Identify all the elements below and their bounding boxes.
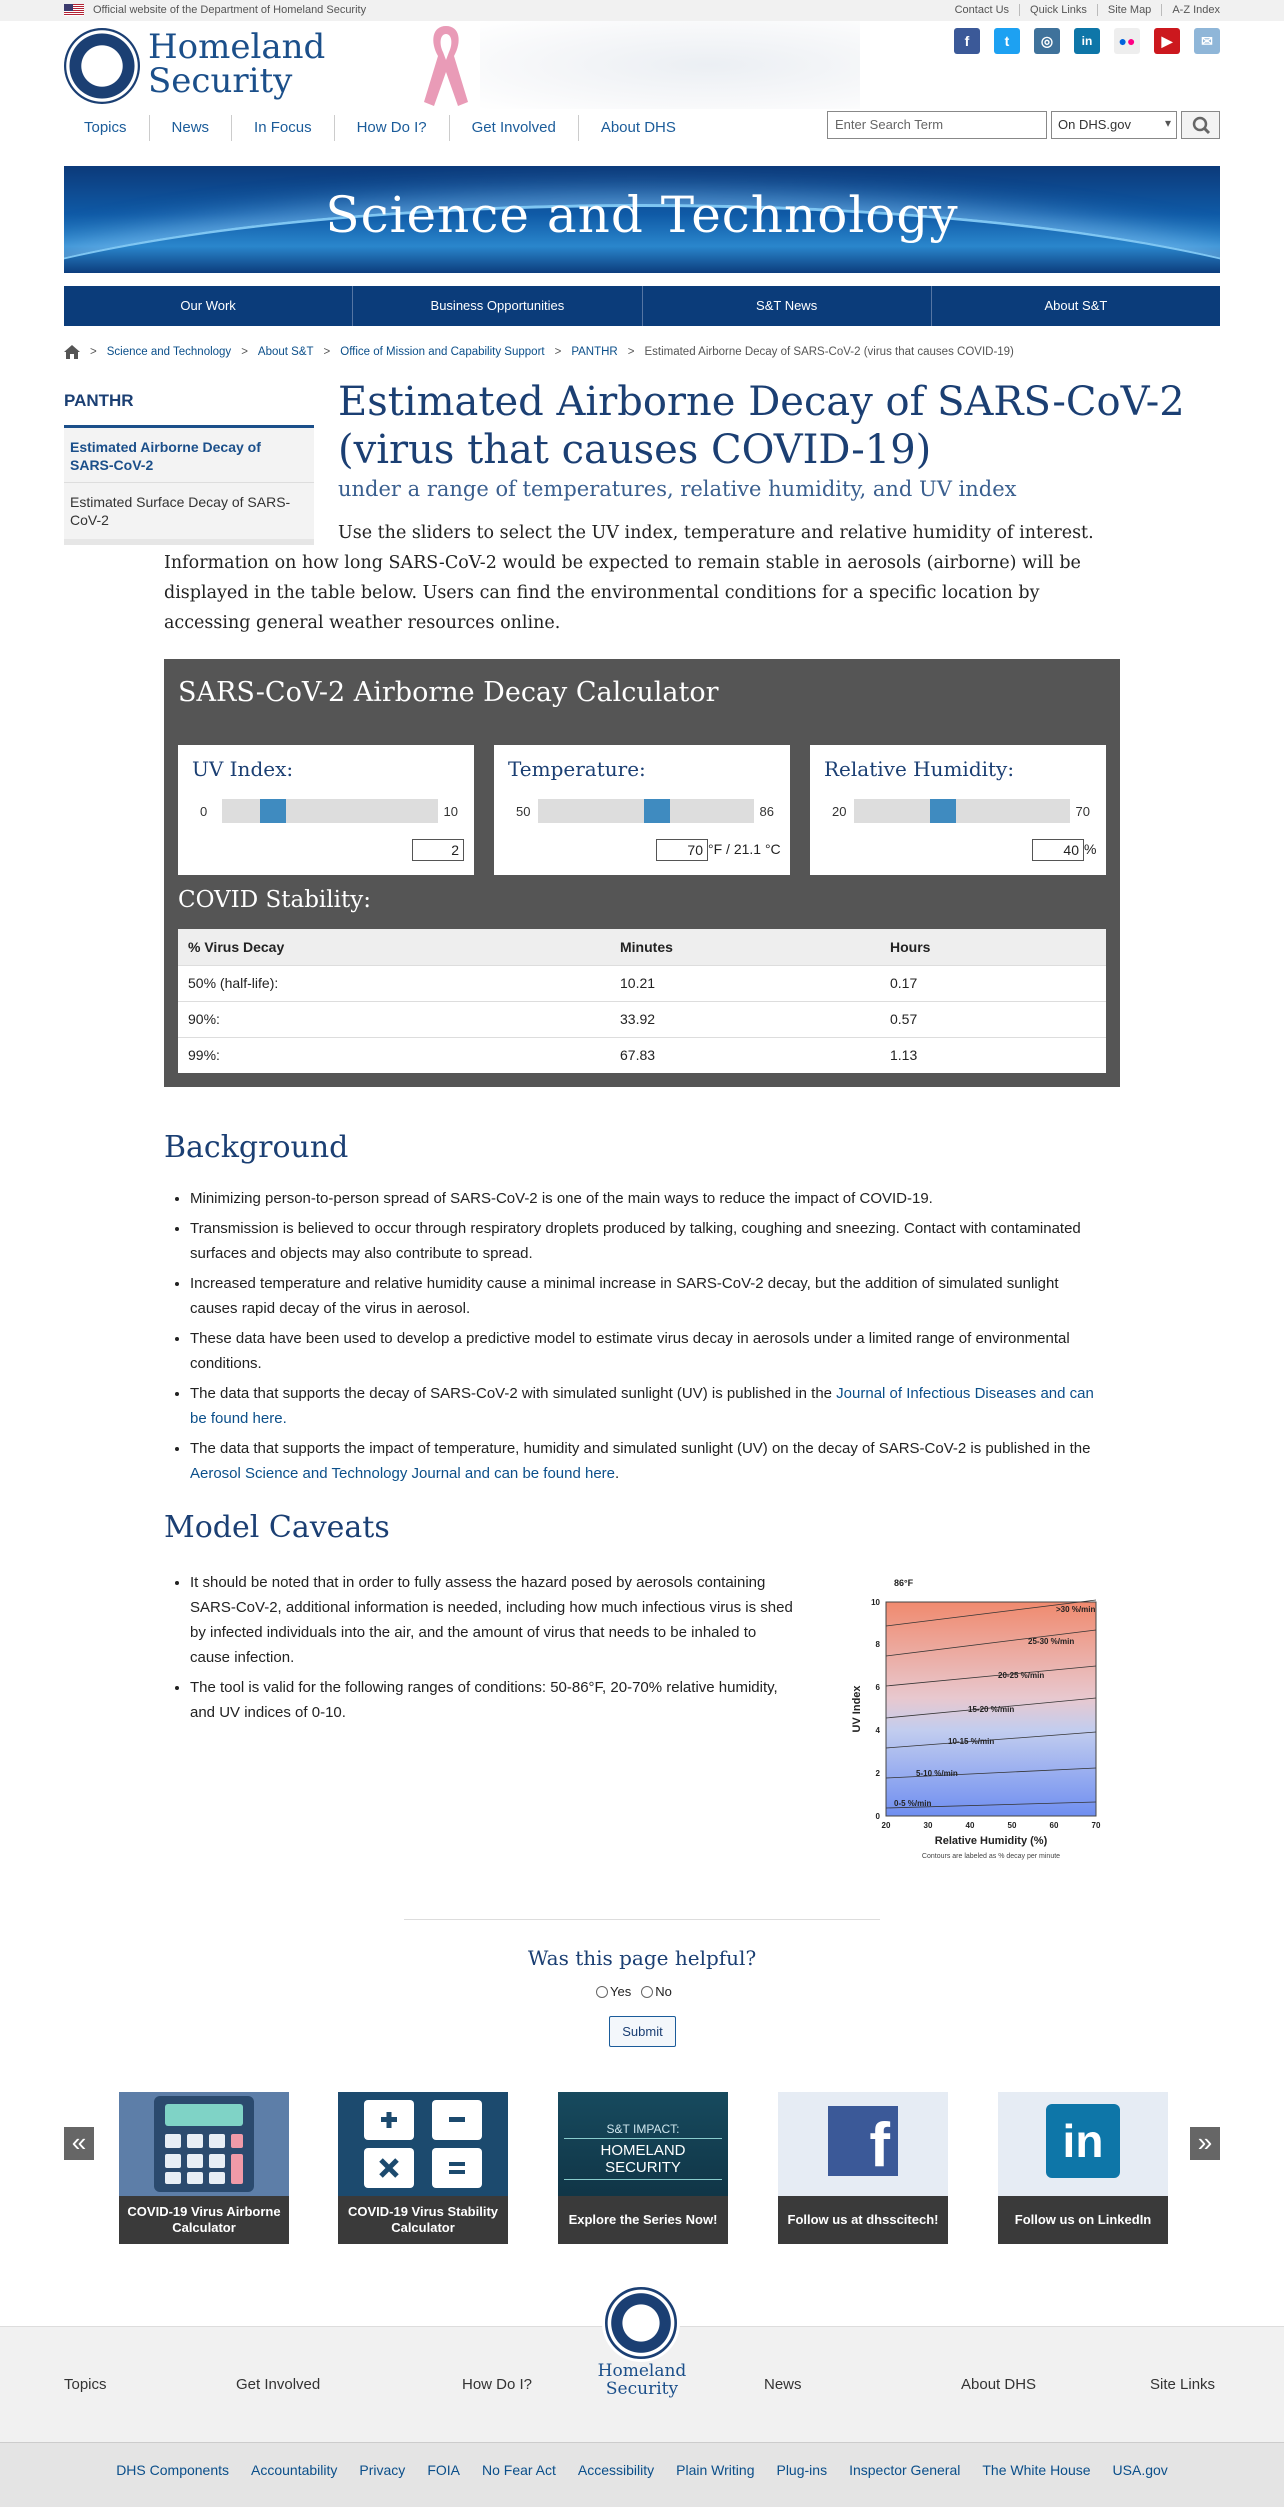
dhs-seal-logo[interactable] xyxy=(64,28,140,104)
uv-min-label: 0 xyxy=(200,804,208,819)
card-caption: COVID-19 Virus Stability Calculator xyxy=(338,2196,508,2244)
home-icon[interactable] xyxy=(64,345,80,359)
y-tick-label: 8 xyxy=(875,1640,880,1649)
footer-link-plug-ins[interactable]: Plug-ins xyxy=(776,2462,828,2478)
uv-index-value-input[interactable]: 2 xyxy=(412,839,464,861)
uv-index-label: UV Index: xyxy=(192,757,294,781)
yes-label: Yes xyxy=(610,1984,632,1999)
nav-news[interactable]: News xyxy=(149,115,232,141)
humidity-label: Relative Humidity: xyxy=(824,757,1015,781)
list-item: • The tool is valid for the following ranges of conditions: 50-86°F, 20-70% relative humidity, and UV indices of 0-10. xyxy=(190,1675,794,1725)
y-tick-label: 4 xyxy=(875,1726,880,1735)
contour-label: 20-25 %/min xyxy=(998,1671,1045,1680)
carousel-card-facebook[interactable] xyxy=(778,2092,948,2244)
card-caption: Follow us on LinkedIn xyxy=(998,2196,1168,2244)
list-item xyxy=(190,1381,1104,1431)
list-item: • Transmission is believed to occur through respiratory droplets produced by talking, coughing and sneezing. Contact with contaminated surfaces and objects may also contribute to spread. xyxy=(190,1216,1104,1266)
list-item: • Increased temperature and relative humidity cause a minimal increase in SARS-CoV-2 decay, but the addition of simulated sunlight causes rapid decay of the virus in aerosol. xyxy=(190,1271,1104,1321)
humidity-panel xyxy=(810,745,1106,875)
model-caveats-heading: Model Caveats xyxy=(164,1510,390,1545)
carousel-card-stability-calculator[interactable] xyxy=(338,2092,508,2244)
uv-index-slider[interactable] xyxy=(222,799,438,823)
sidenav-item-surface-decay[interactable]: Estimated Surface Decay of SARS-CoV-2 xyxy=(64,483,314,545)
temperature-label: Temperature: xyxy=(508,757,646,781)
search-input[interactable]: Enter Search Term xyxy=(827,111,1047,139)
math-operators-icon xyxy=(338,2092,508,2196)
utility-links xyxy=(945,4,1220,16)
card-caption: Explore the Series Now! xyxy=(558,2196,728,2244)
contour-label: >30 %/min xyxy=(1056,1605,1096,1614)
table-cell: 67.83 xyxy=(610,1037,880,1073)
feedback-submit-button[interactable]: Submit xyxy=(609,2016,676,2047)
temperature-panel xyxy=(494,745,790,875)
twitter-icon[interactable]: t xyxy=(994,28,1020,54)
footer-wordmark-line1: Homeland xyxy=(597,2361,687,2381)
x-axis-label: Relative Humidity (%) xyxy=(934,1835,1048,1847)
table-cell: 10.21 xyxy=(610,965,880,1001)
humidity-slider-thumb[interactable] xyxy=(930,799,956,823)
calculator-icon xyxy=(119,2092,289,2196)
x-tick-label: 30 xyxy=(923,1821,933,1830)
table-row xyxy=(178,1037,1106,1073)
humidity-max-label: 70 xyxy=(1075,804,1090,819)
temperature-slider[interactable] xyxy=(538,799,754,823)
contour-label: 25-30 %/min xyxy=(1028,1637,1075,1646)
decay-calculator xyxy=(164,659,1120,1087)
aerosol-science-journal-link[interactable]: Aerosol Science and Technology Journal and can be found here xyxy=(190,1465,616,1482)
list-item xyxy=(190,1436,1104,1486)
footer-nav-how-do-i[interactable]: How Do I? xyxy=(462,2376,533,2393)
contour-label: 0-5 %/min xyxy=(894,1799,932,1808)
flickr-icon[interactable]: ●● xyxy=(1114,28,1140,54)
footer-dhs-seal[interactable] xyxy=(602,2284,680,2362)
search-scope-select[interactable]: On DHS.gov ▾ xyxy=(1051,111,1177,139)
breadcrumb-current: Estimated Airborne Decay of SARS-CoV-2 (virus that causes COVID-19) xyxy=(644,346,1014,358)
footer-link-plain-writing[interactable]: Plain Writing xyxy=(676,2462,755,2478)
search-icon xyxy=(1182,112,1221,140)
uv-slider-thumb[interactable] xyxy=(260,799,286,823)
no-label: No xyxy=(655,1984,672,1999)
st-subnav xyxy=(64,286,1220,326)
column-header: % Virus Decay xyxy=(178,929,610,965)
a-z-index-link[interactable]: A-Z Index xyxy=(1161,4,1220,16)
footer-nav-news[interactable]: News xyxy=(764,2376,802,2393)
y-tick-label: 2 xyxy=(875,1769,880,1778)
list-item: • It should be noted that in order to fully assess the hazard posed by aerosols containing SARS-CoV-2, additional information is needed, including how much infectious virus is shed by infected individuals into the air, and the amount of virus that needs to be inhaled to cause infection. xyxy=(190,1570,794,1670)
calculator-title: SARS-CoV-2 Airborne Decay Calculator xyxy=(178,677,719,708)
feedback-options xyxy=(596,1984,672,1999)
uv-max-label: 10 xyxy=(443,804,458,819)
footer-link-dhs-components[interactable]: DHS Components xyxy=(116,2462,230,2478)
subnav-st-news[interactable]: S&T News xyxy=(642,286,931,326)
linkedin-icon: in xyxy=(1046,2104,1120,2178)
list-item-text: The data that supports the impact of temperature, humidity and simulated sunlight (UV) on the decay of SARS-CoV-2 is published in the xyxy=(190,1440,1091,1457)
footer-link-no-fear-act[interactable]: No Fear Act xyxy=(481,2462,556,2478)
breadcrumb-panthr[interactable]: PANTHR xyxy=(571,346,618,358)
intro-paragraph: Use the sliders to select the UV index, temperature and relative humidity of interest. Information on how long SARS-CoV-2 would be expected to remain stable in aerosols (airborne) will be displayed in the table below. Users can find the environmental conditions for a specific location by accessing general weather resources online. xyxy=(164,523,1094,633)
youtube-icon[interactable]: ▶ xyxy=(1154,28,1180,54)
journal-infectious-diseases-link[interactable]: Journal of Infectious Diseases and can be found here. xyxy=(190,1385,1094,1427)
email-icon[interactable]: ✉ xyxy=(1194,28,1220,54)
nav-how-do-i[interactable]: How Do I? xyxy=(334,115,449,141)
table-cell: 33.92 xyxy=(610,1001,880,1037)
x-tick-label: 50 xyxy=(1007,1821,1017,1830)
nav-get-involved[interactable]: Get Involved xyxy=(449,115,578,141)
breadcrumb-about-st[interactable]: About S&T xyxy=(257,346,314,358)
table-cell: 0.17 xyxy=(880,965,1106,1001)
nav-topics[interactable]: Topics xyxy=(84,119,127,136)
sidenav-item-airborne-decay[interactable]: Estimated Airborne Decay of SARS-CoV-2 xyxy=(64,428,314,483)
footer-wordmark-line2: Security xyxy=(605,2379,679,2399)
subnav-about-st[interactable]: About S&T xyxy=(931,286,1220,326)
footer-nav-get-involved[interactable]: Get Involved xyxy=(236,2376,321,2393)
official-website-text: Official website of the Department of Homeland Security xyxy=(93,4,367,16)
stability-table xyxy=(178,929,1106,1073)
temperature-max-label: 86 xyxy=(759,804,774,819)
sidenav-title[interactable]: PANTHR xyxy=(64,391,314,428)
x-tick-label: 20 xyxy=(881,1821,891,1830)
list-item-text: The data that supports the decay of SARS-CoV-2 with simulated sunlight (UV) is published in the xyxy=(190,1385,837,1402)
uv-humidity-contour-plot xyxy=(846,1572,1116,1868)
table-cell: 50% (half-life): xyxy=(178,965,610,1001)
footer-bottom-links xyxy=(0,2462,1284,2478)
linkedin-icon[interactable]: in xyxy=(1074,28,1100,54)
table-cell: 1.13 xyxy=(880,1037,1106,1073)
breadcrumb-science-technology[interactable]: Science and Technology xyxy=(106,346,232,358)
no-radio[interactable] xyxy=(641,1986,653,1998)
social-icons xyxy=(954,28,1220,54)
footer-nav-topics[interactable]: Topics xyxy=(64,2376,107,2393)
contact-us-link[interactable]: Contact Us xyxy=(954,4,1010,16)
breadcrumb-office-mission[interactable]: Office of Mission and Capability Support xyxy=(340,346,545,358)
temperature-unit: °F / 21.1 °C xyxy=(708,841,781,857)
footer-nav-site-links[interactable]: Site Links xyxy=(1150,2376,1216,2393)
card-caption: COVID-19 Virus Airborne Calculator xyxy=(119,2196,289,2244)
contour-label: 5-10 %/min xyxy=(916,1769,958,1778)
table-header-row xyxy=(178,929,1106,965)
covid-stability-title: COVID Stability: xyxy=(178,887,371,913)
table-cell: 0.57 xyxy=(880,1001,1106,1037)
card-caption: Follow us at dhsscitech! xyxy=(778,2196,948,2244)
page-title: Estimated Airborne Decay of SARS-CoV-2 (virus that causes COVID-19) xyxy=(338,379,1185,473)
site-map-link[interactable]: Site Map xyxy=(1097,4,1161,16)
background-heading: Background xyxy=(164,1130,349,1165)
official-banner xyxy=(0,0,1284,21)
column-header: Hours xyxy=(880,929,1106,965)
pink-ribbon-icon xyxy=(418,22,474,108)
science-technology-banner xyxy=(64,166,1220,273)
facebook-icon: f xyxy=(828,2106,898,2176)
carousel-card-airborne-calculator[interactable] xyxy=(119,2092,289,2244)
wordmark-line2: Security xyxy=(148,61,293,101)
instagram-icon[interactable]: ◎ xyxy=(1034,28,1060,54)
header-eagle-watermark xyxy=(480,21,860,109)
figure-top-label: 86°F xyxy=(894,1578,914,1588)
footer-link-usa-gov[interactable]: USA.gov xyxy=(1112,2462,1168,2478)
y-tick-label: 0 xyxy=(875,1812,880,1821)
contour-label: 10-15 %/min xyxy=(948,1737,995,1746)
list-item: • Minimizing person-to-person spread of SARS-CoV-2 is one of the main ways to reduce the impact of COVID-19. xyxy=(190,1186,1104,1211)
main-navigation xyxy=(64,115,698,141)
us-flag-icon xyxy=(64,4,84,16)
search-button[interactable] xyxy=(1181,111,1220,139)
table-cell: 90%: xyxy=(178,1001,610,1037)
footer-link-privacy[interactable]: Privacy xyxy=(359,2462,406,2478)
figure-caption: Contours are labeled as % decay per minute xyxy=(921,1853,1061,1860)
uv-index-panel xyxy=(178,745,474,875)
subnav-our-work[interactable]: Our Work xyxy=(180,298,236,313)
carousel-card-linkedin[interactable] xyxy=(998,2092,1168,2244)
carousel-card-st-impact[interactable] xyxy=(558,2092,728,2244)
humidity-min-label: 20 xyxy=(832,804,847,819)
temperature-min-label: 50 xyxy=(516,804,531,819)
breadcrumb: > Science and Technology > About S&T > Office of Mission and Capability Support > PANTHR > Estimated Airborne Decay of SARS-CoV-2 (virus that causes COVID-19) xyxy=(64,345,1014,359)
wordmark-line1: Homeland xyxy=(148,27,326,67)
footer-link-inspector-general[interactable]: Inspector General xyxy=(849,2462,961,2478)
footer-nav-about-dhs[interactable]: About DHS xyxy=(961,2376,1037,2393)
quick-links-link[interactable]: Quick Links xyxy=(1019,4,1097,16)
x-tick-label: 70 xyxy=(1091,1821,1101,1830)
card-impact-line1: S&T IMPACT: xyxy=(606,2122,680,2136)
background-list xyxy=(164,1186,1104,1491)
facebook-icon[interactable]: f xyxy=(954,28,980,54)
y-tick-label: 10 xyxy=(871,1598,880,1607)
footer-wordmark[interactable] xyxy=(592,2362,692,2398)
footer-link-accountability[interactable]: Accountability xyxy=(251,2462,338,2478)
table-cell: 99%: xyxy=(178,1037,610,1073)
temperature-slider-thumb[interactable] xyxy=(644,799,670,823)
table-row xyxy=(178,1001,1106,1037)
nav-about-dhs[interactable]: About DHS xyxy=(578,115,698,141)
contour-label: 15-20 %/min xyxy=(968,1705,1015,1714)
humidity-slider[interactable] xyxy=(854,799,1070,823)
card-impact-line2: HOMELAND SECURITY xyxy=(564,2138,722,2180)
humidity-value-input[interactable]: 40 xyxy=(1032,839,1084,861)
divider xyxy=(404,1919,880,1920)
humidity-unit: % xyxy=(1084,841,1097,857)
feedback-no-option[interactable] xyxy=(641,1984,672,1999)
table-row xyxy=(178,965,1106,1001)
nav-in-focus[interactable]: In Focus xyxy=(231,115,334,141)
feedback-question: Was this page helpful? xyxy=(527,1946,757,1970)
footer-link-accessibility[interactable]: Accessibility xyxy=(577,2462,655,2478)
list-item-end: . xyxy=(615,1465,620,1482)
banner-title: Science and Technology xyxy=(325,186,959,244)
temperature-value-input[interactable]: 70 xyxy=(656,839,708,861)
y-tick-label: 6 xyxy=(875,1683,880,1692)
dhs-wordmark[interactable] xyxy=(148,27,326,101)
footer-link-white-house[interactable]: The White House xyxy=(982,2462,1091,2478)
carousel-prev-button[interactable]: « xyxy=(64,2127,94,2160)
page-subtitle: under a range of temperatures, relative humidity, and UV index xyxy=(338,477,1017,501)
yes-radio[interactable] xyxy=(596,1986,608,1998)
x-tick-label: 40 xyxy=(965,1821,975,1830)
carousel-next-button[interactable]: » xyxy=(1190,2127,1220,2160)
footer-link-foia[interactable]: FOIA xyxy=(427,2462,460,2478)
subnav-business-opportunities[interactable]: Business Opportunities xyxy=(352,286,641,326)
column-header: Minutes xyxy=(610,929,880,965)
list-item: • These data have been used to develop a predictive model to estimate virus decay in aerosols under a limited range of environmental conditions. xyxy=(190,1326,1104,1376)
x-tick-label: 60 xyxy=(1049,1821,1059,1830)
y-axis-label: UV Index xyxy=(851,1685,863,1733)
caveats-list xyxy=(164,1570,794,1730)
feedback-yes-option[interactable] xyxy=(596,1984,631,1999)
